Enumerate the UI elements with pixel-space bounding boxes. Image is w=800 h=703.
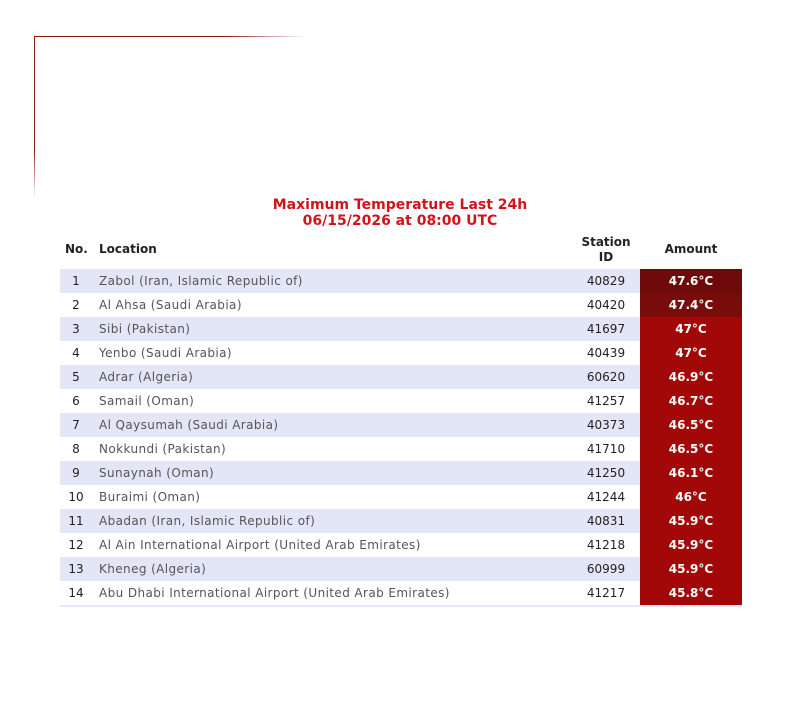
table-row — [60, 269, 742, 293]
frame-left-border — [34, 36, 35, 198]
row-station-id: 40439 — [586, 346, 626, 360]
row-location: Kheneg (Algeria) — [99, 562, 207, 576]
row-station-id: 40373 — [586, 418, 626, 432]
row-amount: 46.5°C — [640, 413, 742, 437]
table-row — [60, 413, 742, 437]
row-station-id: 40831 — [586, 514, 626, 528]
column-header-station-id — [570, 235, 642, 265]
row-amount: 45.9°C — [640, 509, 742, 533]
table-row — [60, 389, 742, 413]
row-location: Yenbo (Saudi Arabia) — [99, 346, 233, 360]
table-row — [60, 461, 742, 485]
row-location: Nokkundi (Pakistan) — [99, 442, 227, 456]
row-station-id: 41218 — [586, 538, 626, 552]
row-station-id: 41217 — [586, 586, 626, 600]
row-station-id: 60999 — [586, 562, 626, 576]
column-header-no: No. — [65, 242, 88, 256]
row-station-id: 41710 — [586, 442, 626, 456]
column-header-station-line2: ID — [598, 250, 614, 264]
table-row — [60, 557, 742, 581]
table-row — [60, 581, 742, 607]
frame-top-border — [34, 36, 306, 37]
row-amount: 45.8°C — [640, 581, 742, 605]
row-number: 7 — [72, 418, 80, 432]
table-row — [60, 533, 742, 557]
page-title: Maximum Temperature Last 24h — [272, 197, 528, 213]
row-station-id: 41244 — [586, 490, 626, 504]
row-number: 3 — [72, 322, 80, 336]
row-amount: 45.9°C — [640, 533, 742, 557]
row-number: 1 — [72, 274, 80, 288]
row-location: Samail (Oman) — [99, 394, 195, 408]
table-row — [60, 485, 742, 509]
row-number: 9 — [72, 466, 80, 480]
row-station-id: 40420 — [586, 298, 626, 312]
row-number: 13 — [68, 562, 84, 576]
row-number: 10 — [68, 490, 84, 504]
column-header-station-line1: Station — [581, 235, 631, 249]
row-location: Al Qaysumah (Saudi Arabia) — [99, 418, 279, 432]
row-location: Abadan (Iran, Islamic Republic of) — [99, 514, 316, 528]
row-location: Zabol (Iran, Islamic Republic of) — [99, 274, 303, 288]
table-row — [60, 509, 742, 533]
row-amount: 46.7°C — [640, 389, 742, 413]
row-number: 11 — [68, 514, 84, 528]
row-amount: 47°C — [640, 317, 742, 341]
row-number: 14 — [68, 586, 84, 600]
column-header-amount: Amount — [664, 242, 718, 256]
table-row — [60, 341, 742, 365]
page-subtitle: 06/15/2026 at 08:00 UTC — [302, 213, 498, 229]
row-location: Sunaynah (Oman) — [99, 466, 215, 480]
row-amount: 45.9°C — [640, 557, 742, 581]
row-station-id: 40829 — [586, 274, 626, 288]
row-location: Abu Dhabi International Airport (United Arab Emirates) — [99, 586, 450, 600]
table-row — [60, 293, 742, 317]
row-number: 8 — [72, 442, 80, 456]
row-amount: 46.9°C — [640, 365, 742, 389]
row-station-id: 41257 — [586, 394, 626, 408]
row-location: Adrar (Algeria) — [99, 370, 194, 384]
row-amount: 47.6°C — [640, 269, 742, 293]
row-number: 4 — [72, 346, 80, 360]
row-station-id: 41250 — [586, 466, 626, 480]
row-number: 2 — [72, 298, 80, 312]
row-location: Sibi (Pakistan) — [99, 322, 191, 336]
row-number: 5 — [72, 370, 80, 384]
temperature-table — [60, 269, 742, 607]
table-row — [60, 365, 742, 389]
row-amount: 46°C — [640, 485, 742, 509]
row-station-id: 60620 — [586, 370, 626, 384]
row-number: 12 — [68, 538, 84, 552]
row-location: Al Ahsa (Saudi Arabia) — [99, 298, 242, 312]
column-header-location: Location — [99, 242, 157, 256]
row-amount: 46.1°C — [640, 461, 742, 485]
row-amount: 47.4°C — [640, 293, 742, 317]
row-amount: 46.5°C — [640, 437, 742, 461]
row-location: Al Ain International Airport (United Arab Emirates) — [99, 538, 421, 552]
row-number: 6 — [72, 394, 80, 408]
row-location: Buraimi (Oman) — [99, 490, 201, 504]
table-row — [60, 437, 742, 461]
table-row — [60, 317, 742, 341]
row-amount: 47°C — [640, 341, 742, 365]
row-station-id: 41697 — [586, 322, 626, 336]
